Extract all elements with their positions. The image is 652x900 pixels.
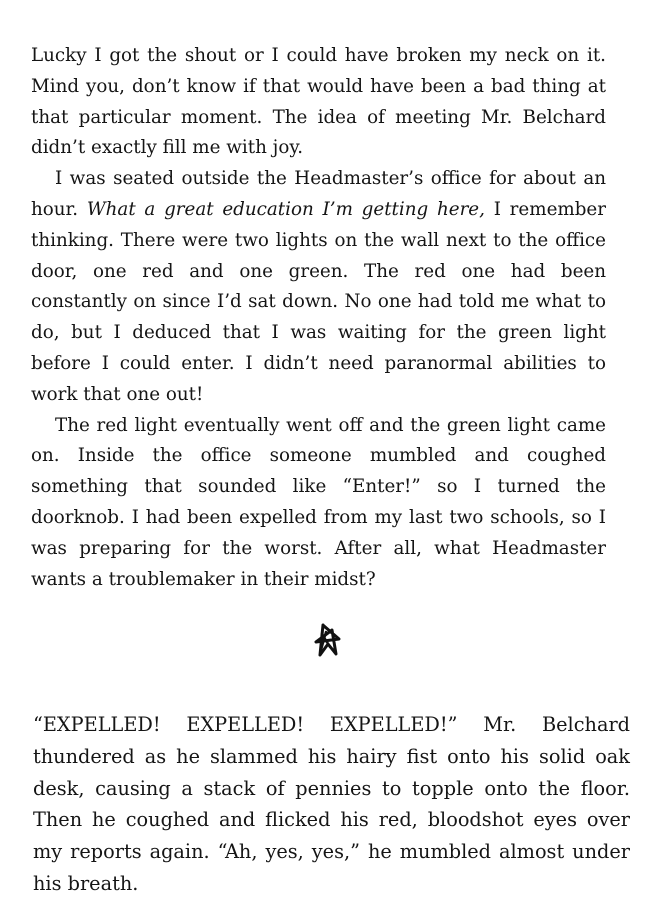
section-two: [33, 709, 630, 900]
paragraph-2-italic: What a great education I’m getting here,: [86, 198, 485, 220]
paragraph-2-after: I remember thinking. There were two lights on the wall next to the office door, one red and one green. The red one had been constantly on since I’d sat down. No one had told me what to do, but I deduced that I was waiting for the green light before I could enter. I didn’t need paranormal abilities to work that one out!: [31, 198, 606, 405]
paragraph-1: Lucky I got the shout or I could have broken my neck on it. Mind you, don’t know if that would have been a bad thing at that particular moment. The idea of meeting Mr. Belchard didn’t exactly fill me with joy.: [31, 45, 606, 159]
paragraph-2-before: I was seated outside the Headmaster’s office for about an hour.: [31, 168, 606, 220]
paragraph-3: The red light eventually went off and the green light came on. Inside the office someone mumbled and coughed something that sounded like “Enter!” so I turned the doorknob. I had been expelled from my last two schools, so I was preparing for the worst. After all, what Headmaster wants a troublemaker in their midst?: [31, 414, 606, 590]
paragraph-4: “EXPELLED! EXPELLED! EXPELLED!” Mr. Belchard thundered as he slammed his hairy fist onto his solid oak desk, causing a stack of pennies to topple onto the floor. Then he coughed and flicked his red, bloodshot eyes over my reports again. “Ah, yes, yes,” he mumbled almost under his breath.: [33, 713, 630, 895]
section-one: [31, 41, 606, 595]
star-scribble-icon: [308, 620, 344, 660]
paragraph-2: [31, 164, 606, 410]
